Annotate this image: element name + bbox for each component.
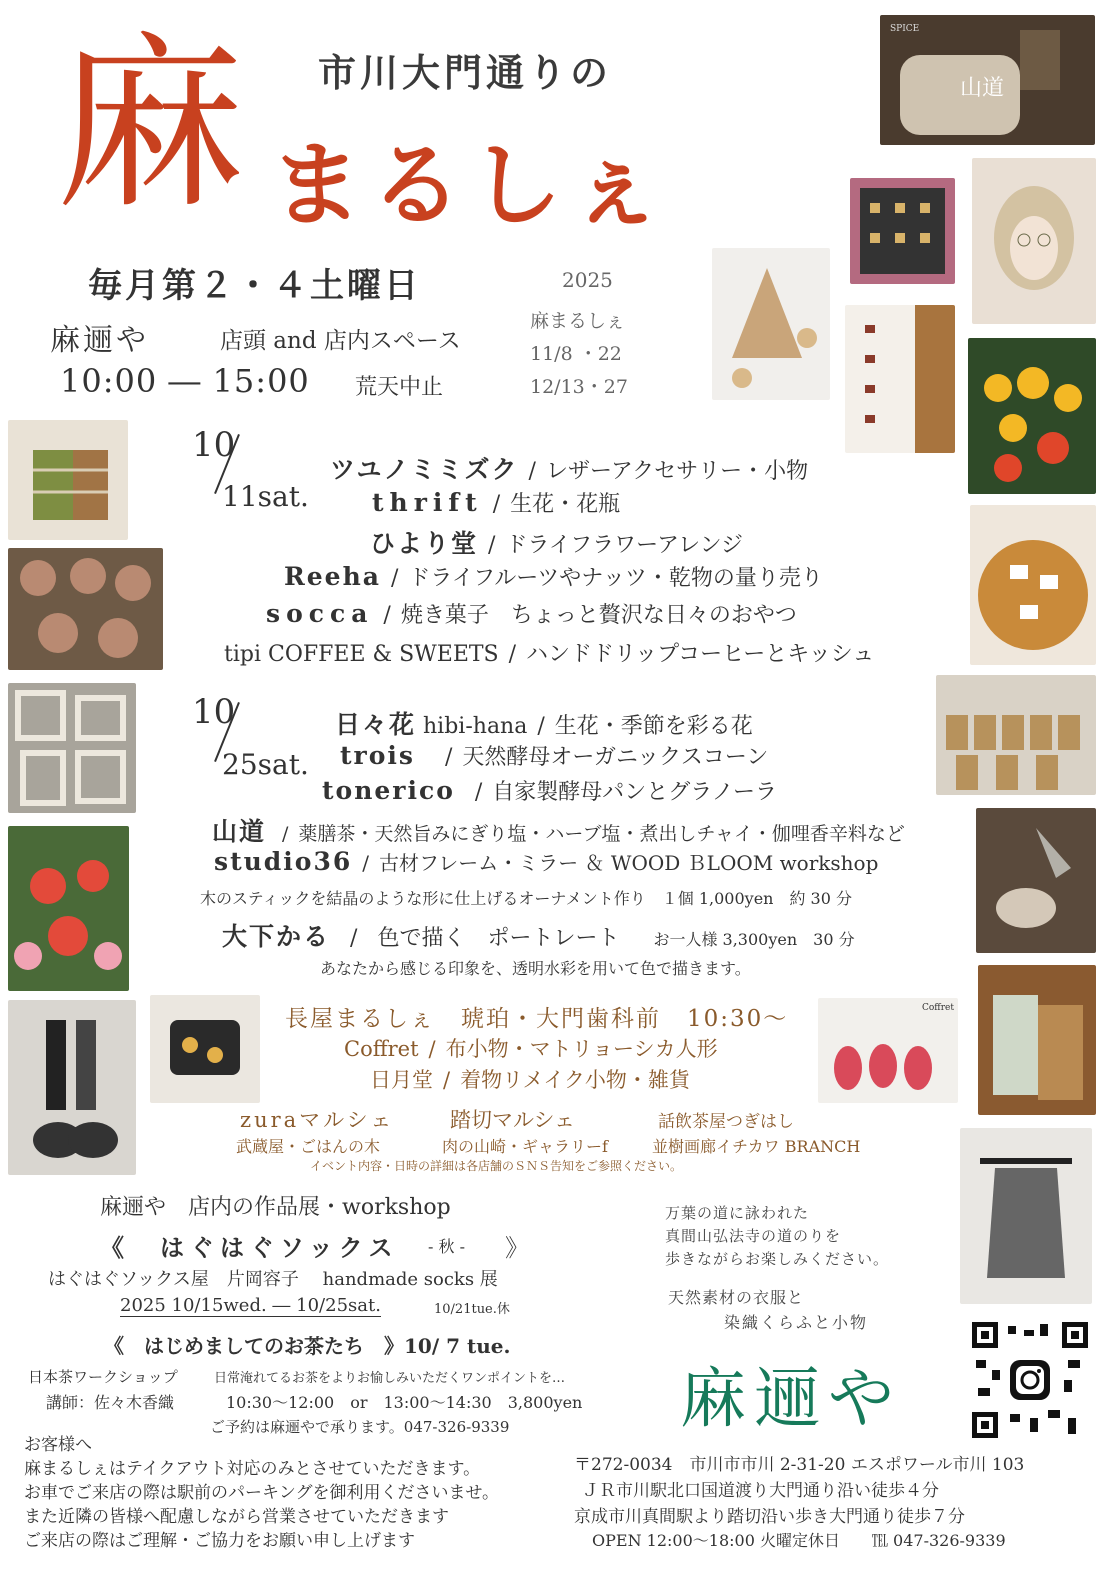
vendor-desc: 天然酵母オーガニックスコーン bbox=[462, 745, 769, 770]
address-line: 〒272-0034 市川市市川 2-31-20 エスポワール市川 103 bbox=[574, 1455, 1025, 1475]
vendor-name: ツユノミミズク bbox=[330, 455, 519, 484]
vendor-desc: 生花・花瓶 bbox=[510, 492, 621, 517]
vendor-extra: hibi-hana bbox=[423, 714, 528, 739]
tea-package-photo bbox=[978, 965, 1096, 1115]
spice-label: SPICE bbox=[890, 24, 920, 34]
tea-teacher: 講師：佐々木香織 bbox=[46, 1393, 175, 1412]
nagaya-item: 日月堂 / 着物リメイク小物・雑貨 bbox=[370, 1068, 690, 1092]
dates-nov: 11/8 ・22 bbox=[530, 343, 622, 365]
fresh-flowers-photo bbox=[8, 826, 129, 991]
day1-month: 10 bbox=[192, 425, 236, 465]
vendor-desc: 薬膳茶・天然旨みにぎり塩・ハーブ塩・煮出しチャイ・伽哩香辛料など bbox=[298, 823, 905, 845]
portrait-row: 大下かる / 色で描く ポートレート お一人様 3,300yen 30 分 bbox=[222, 922, 855, 951]
vendor-name: thrift bbox=[372, 488, 483, 517]
exhibit-heading: 麻逦や 店内の作品展・workshop bbox=[100, 1195, 451, 1220]
series-label: 麻まるしぇ bbox=[530, 310, 626, 332]
exhibit-closed: 10/21tue.休 bbox=[434, 1302, 510, 1317]
market-name-1: 踏切マルシェ bbox=[450, 1108, 576, 1132]
exhibit-period: 2025 10/15wed. ― 10/25sat. bbox=[120, 1295, 381, 1316]
tea-reserve: ご予約は麻逦やで承ります。047-326-9339 bbox=[210, 1418, 510, 1436]
vendor-name: Reeha bbox=[284, 562, 381, 591]
vendor-desc: 色で描く ポートレート bbox=[377, 926, 620, 951]
baked-sweets-photo bbox=[970, 505, 1096, 665]
matcha-cake-photo bbox=[8, 420, 128, 540]
vendor-name: tipi COFFEE & SWEETS bbox=[224, 642, 499, 667]
day1-vendor-row: socca / 焼き菓子 ちょっと贅沢な日々のおやつ bbox=[266, 599, 797, 628]
address-line: 京成市川真間駅より踏切沿い歩き大門通り徒歩７分 bbox=[574, 1507, 965, 1527]
coffret-photo-label: Coffret bbox=[922, 1003, 954, 1013]
tea-workshop: 日本茶ワークショップ bbox=[28, 1368, 178, 1386]
title-big-char: 麻 bbox=[55, 14, 246, 235]
poem-line: 天然素材の衣服と bbox=[668, 1288, 805, 1307]
notice-line: 麻まるしぇはテイクアウト対応のみとさせていただきます。 bbox=[24, 1459, 481, 1479]
address-line: ＪＲ市川駅北口国道渡り大門通り沿い徒歩４分 bbox=[582, 1481, 939, 1501]
tea-title: 《 はじめましてのお茶たち 》10/ 7 tue. bbox=[104, 1334, 511, 1358]
vendor-name: trois bbox=[340, 741, 415, 770]
nagaya-item-name: Coffret bbox=[344, 1037, 419, 1061]
day1-vendor-row: Reeha / ドライフルーツやナッツ・乾物の量り売り bbox=[284, 562, 823, 591]
nagaya-place: 琥珀・大門歯科前 bbox=[461, 1006, 661, 1032]
wood-frame-photo bbox=[8, 683, 136, 813]
instagram-qr-code[interactable] bbox=[968, 1318, 1092, 1442]
sns-note: イベント内容・日時の詳細は各店舗のＳＮＳ告知をご参照ください。 bbox=[310, 1159, 683, 1173]
vendor-desc: 自家製酵母パンとグラノーラ bbox=[492, 780, 777, 805]
yamamichi-label: 山道 bbox=[960, 76, 1005, 101]
market-place-2: 並樹画廊イチカワ BRANCH bbox=[652, 1137, 861, 1156]
spice-photo bbox=[880, 15, 1095, 145]
day2-vendor-row: tonerico / 自家製酵母パンとグラノーラ bbox=[322, 776, 777, 805]
watercolor-portrait-photo bbox=[972, 158, 1096, 324]
day2-vendor-row: 山道 / 薬膳茶・天然旨みにぎり塩・ハーブ塩・煮出しチャイ・伽哩香辛料など bbox=[212, 817, 905, 846]
vendor-desc: 焼き菓子 ちょっと贅沢な日々のおやつ bbox=[400, 603, 797, 628]
vendor-desc: ドライフルーツやナッツ・乾物の量り売り bbox=[408, 566, 823, 591]
day1-day: 11sat. bbox=[222, 480, 309, 513]
shop-logo: 麻逦や bbox=[680, 1360, 902, 1437]
dates-dec: 12/13・27 bbox=[530, 376, 628, 398]
portrait-price: お一人様 3,300yen 30 分 bbox=[653, 930, 855, 949]
market-name-0: zuraマルシェ bbox=[240, 1108, 395, 1132]
rain-note: 荒天中止 bbox=[355, 375, 444, 400]
clothing-photo bbox=[960, 1128, 1092, 1304]
tea-times: 10:30〜12:00 or 13:00〜14:30 3,800yen bbox=[226, 1393, 583, 1412]
nagaya-item-name: 日月堂 bbox=[370, 1068, 433, 1092]
leather-goods-photo bbox=[845, 305, 955, 453]
exhibit-close: 》 bbox=[505, 1234, 529, 1262]
day1-vendor-row: ひより堂 / ドライフラワーアレンジ bbox=[370, 529, 744, 558]
address-line: OPEN 12:00〜18:00 火曜定休日 ℡ 047-326-9339 bbox=[592, 1531, 1006, 1550]
coffee-drip-photo bbox=[976, 808, 1096, 953]
vendor-name: socca bbox=[266, 599, 374, 628]
kimono-pouch-photo bbox=[150, 995, 260, 1103]
studio-note: 木のスティックを結晶のような形に仕上げるオーナメント作り １個 1,000yen 約 30 分 bbox=[200, 889, 852, 908]
portrait-note: あなたから感じる印象を、透明水彩を用いて色で描きます。 bbox=[320, 959, 751, 978]
market-place-0: 武蔵屋・ごはんの木 bbox=[236, 1137, 381, 1156]
day2-vendor-row: trois / 天然酵母オーガニックスコーン bbox=[340, 741, 769, 770]
wood-ornament-photo bbox=[712, 248, 830, 400]
day1-vendor-row: tipi COFFEE & SWEETS / ハンドドリップコーヒーとキッシュ bbox=[224, 642, 875, 667]
title-subtitle: 市川大門通りの bbox=[318, 50, 613, 95]
tea-workshop-desc: 日常淹れてるお茶をよりお愉しみいただくワンポイントを… bbox=[214, 1371, 566, 1386]
vendor-desc: 古材フレーム・ミラー ＆ WOOD ＢLOOM workshop bbox=[379, 851, 879, 875]
hours: 10:00 ― 15:00 bbox=[60, 362, 310, 400]
nagaya-item: Coffret / 布小物・マトリョーシカ人形 bbox=[344, 1037, 718, 1061]
vendor-name: ひより堂 bbox=[370, 529, 479, 558]
notice-line: また近隣の皆様へ配慮しながら営業させていただきます bbox=[24, 1507, 449, 1527]
vendor-desc: ハンドドリップコーヒーとキッシュ bbox=[526, 642, 875, 667]
schedule-days: 毎月第２・４土曜日 bbox=[88, 266, 421, 306]
marigold-photo bbox=[968, 338, 1096, 494]
day2-month: 10 bbox=[192, 692, 236, 732]
notice-line: お客様へ bbox=[24, 1435, 92, 1455]
poem-line: 歩きながらお楽しみください。 bbox=[665, 1250, 890, 1268]
vendor-desc: レザーアクセサリー・小物 bbox=[545, 459, 809, 484]
vendor-desc: 生花・季節を彩る花 bbox=[554, 714, 753, 739]
dry-flower-wreath-photo bbox=[8, 548, 163, 670]
poem-line: 万葉の道に詠われた bbox=[665, 1204, 810, 1222]
nagaya-item-desc: 着物リメイク小物・雑貨 bbox=[460, 1068, 690, 1092]
nagaya-time: 10:30〜 bbox=[687, 1006, 789, 1032]
poem-line: 染織くらふと小物 bbox=[724, 1313, 869, 1332]
day2-day: 25sat. bbox=[222, 748, 309, 781]
vendor-name: studio36 bbox=[214, 847, 353, 876]
year: 2025 bbox=[562, 268, 613, 292]
notice-line: ご来店の際はご理解・ご協力をお願い申し上げます bbox=[24, 1531, 415, 1551]
place-name: 麻逦や bbox=[50, 323, 149, 358]
market-name-2: 話飲茶屋つぎはし bbox=[658, 1112, 794, 1132]
exhibit-artist: はぐはぐソックス屋 片岡容子 handmade socks 展 bbox=[48, 1269, 498, 1290]
vendor-desc: ドライフラワーアレンジ bbox=[505, 533, 744, 558]
exhibit-title: 《 はぐはぐソックス bbox=[100, 1233, 399, 1262]
poem-line: 真間山弘法寺の道のりを bbox=[665, 1227, 842, 1245]
notice-line: お車でご来店の際は駅前のパーキングを御利用くださいませ。 bbox=[24, 1483, 499, 1503]
day1-vendor-row: thrift / 生花・花瓶 bbox=[372, 488, 621, 517]
day2-vendor-row: 日々花 hibi-hana / 生花・季節を彩る花 bbox=[335, 710, 753, 739]
vendor-name: 山道 bbox=[212, 817, 267, 846]
place-detail: 店頭 and 店内スペース bbox=[220, 328, 461, 354]
nagaya-item-desc: 布小物・マトリョーシカ人形 bbox=[445, 1037, 718, 1061]
matryoshka-photo bbox=[818, 998, 958, 1103]
nagaya-title: 長屋まるしぇ bbox=[285, 1006, 435, 1032]
nagaya-row bbox=[285, 1000, 788, 1033]
vendor-name: 大下かる bbox=[222, 922, 331, 951]
poem bbox=[665, 1202, 889, 1271]
vendor-name: 日々花 bbox=[335, 710, 417, 739]
herb-jars-photo bbox=[936, 675, 1096, 795]
day1-vendor-row: ツユノミミズク / レザーアクセサリー・小物 bbox=[330, 455, 809, 484]
title-main: まるしぇ bbox=[270, 131, 671, 239]
future-dates bbox=[530, 305, 628, 404]
exhibit-season: - 秋 - bbox=[428, 1237, 465, 1256]
market-place-1: 肉の山崎・ギャラリーf bbox=[442, 1137, 608, 1156]
accessories-photo bbox=[850, 178, 955, 284]
socks-shoes-photo bbox=[8, 1000, 136, 1175]
vendor-name: tonerico bbox=[322, 776, 455, 805]
day2-vendor-row: studio36 / 古材フレーム・ミラー ＆ WOOD ＢLOOM workshop bbox=[214, 847, 879, 876]
